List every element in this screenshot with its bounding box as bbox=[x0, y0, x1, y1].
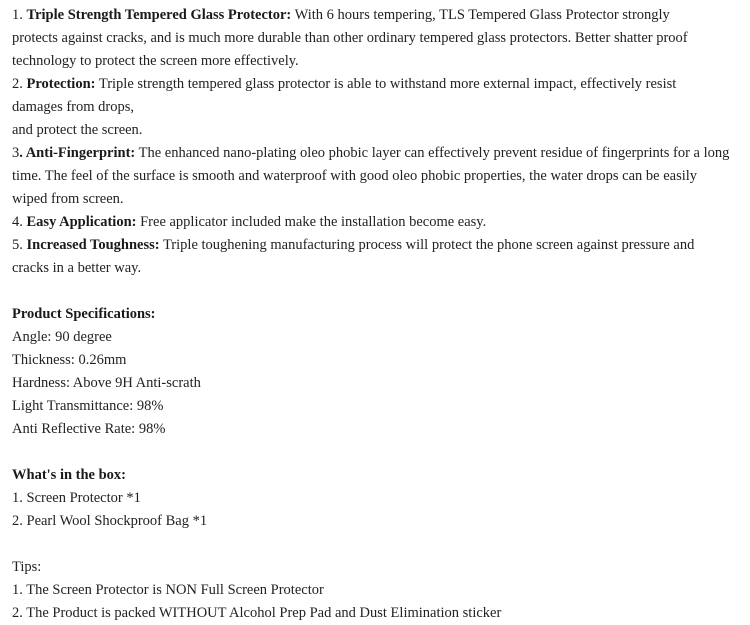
feature-text: and protect the screen. bbox=[12, 122, 143, 138]
feature-text: damages from drops, bbox=[12, 99, 135, 115]
spacer bbox=[12, 533, 744, 556]
feature-title: Protection: bbox=[26, 76, 96, 92]
feature-increased-toughness bbox=[12, 234, 744, 280]
feature-text: protects against cracks, and is much more durable than other ordinary tempered glass protectors. Better shatter proof bbox=[12, 30, 688, 46]
spec-item: Thickness: 0.26mm bbox=[12, 352, 127, 368]
spec-item: Hardness: Above 9H Anti-scrath bbox=[12, 375, 201, 391]
feature-title: . Anti-Fingerprint: bbox=[19, 145, 136, 161]
feature-title: Increased Toughness: bbox=[26, 237, 160, 253]
tips-heading: Tips: bbox=[12, 559, 42, 575]
tip-item: 1. The Screen Protector is NON Full Screen Protector bbox=[12, 582, 324, 598]
feature-protection bbox=[12, 73, 744, 142]
feature-text: wiped from screen. bbox=[12, 191, 124, 207]
box-item: 1. Screen Protector *1 bbox=[12, 490, 141, 506]
feature-text: time. The feel of the surface is smooth and waterproof with good oleo phobic properties, the water drops can be easily bbox=[12, 168, 698, 184]
spec-item: Anti Reflective Rate: 98% bbox=[12, 421, 166, 437]
feature-text: Triple toughening manufacturing process will protect the phone screen against pressure and bbox=[159, 237, 695, 253]
feature-text: The enhanced nano-plating oleo phobic layer can effectively prevent residue of fingerprints for a long bbox=[135, 145, 730, 161]
feature-number: 5. bbox=[12, 237, 27, 253]
feature-easy-application bbox=[12, 211, 744, 234]
box-heading: What's in the box: bbox=[12, 467, 127, 483]
feature-anti-fingerprint bbox=[12, 142, 744, 211]
spacer bbox=[12, 280, 744, 303]
spec-item: Light Transmittance: 98% bbox=[12, 398, 164, 414]
tips bbox=[12, 556, 744, 625]
box-contents bbox=[12, 464, 744, 533]
feature-number: 1. bbox=[12, 7, 27, 23]
feature-title: Triple Strength Tempered Glass Protector: bbox=[26, 7, 292, 23]
product-specifications bbox=[12, 303, 744, 441]
feature-title: Easy Application: bbox=[26, 214, 137, 230]
tip-item: 2. The Product is packed WITHOUT Alcohol Prep Pad and Dust Elimination sticker bbox=[12, 605, 502, 621]
specs-heading: Product Specifications: bbox=[12, 306, 156, 322]
feature-text: technology to protect the screen more effectively. bbox=[12, 53, 299, 69]
feature-number: 2. bbox=[12, 76, 27, 92]
spacer bbox=[12, 441, 744, 464]
feature-text: With 6 hours tempering, TLS Tempered Glass Protector strongly bbox=[291, 7, 670, 23]
spec-item: Angle: 90 degree bbox=[12, 329, 112, 345]
feature-text: Triple strength tempered glass protector is able to withstand more external impact, effectively resist bbox=[95, 76, 677, 92]
box-item: 2. Pearl Wool Shockproof Bag *1 bbox=[12, 513, 208, 529]
feature-number: 4. bbox=[12, 214, 27, 230]
feature-number: 3 bbox=[12, 145, 20, 161]
feature-text: cracks in a better way. bbox=[12, 260, 142, 276]
feature-text: Free applicator included make the installation become easy. bbox=[136, 214, 487, 230]
feature-triple-strength bbox=[12, 4, 744, 73]
